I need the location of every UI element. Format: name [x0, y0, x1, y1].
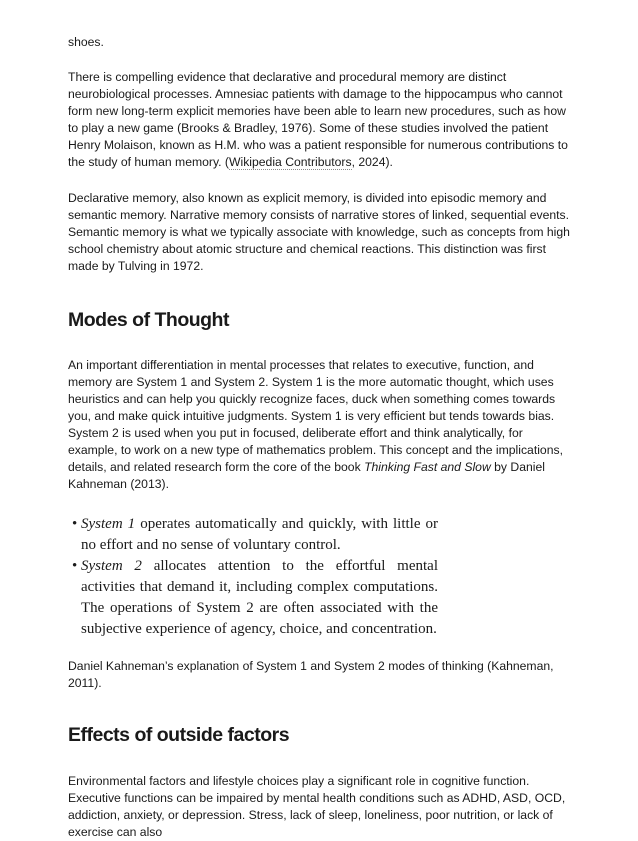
quote-text: operates automatically and quickly, with little or no effort and no sense of voluntary control. — [81, 516, 438, 553]
bullet-icon: • — [72, 516, 78, 532]
evidence-text-end: , 2024). — [351, 155, 393, 169]
quote-term: System 2 — [81, 558, 142, 574]
section-heading-effects: Effects of outside factors — [68, 724, 290, 746]
quote-item-system2 — [72, 556, 438, 640]
paragraph-fragment: shoes. — [68, 35, 104, 49]
paragraph-effects: Environmental factors and lifestyle choices play a significant role in cognitive function. Executive functions can be impaired by mental health conditions such as ADHD, ASD, OCD, addiction, anxiety, or depression. Stress, lack of sleep, loneliness, poor nutrition, or lack of exercise can also — [68, 774, 566, 839]
kahneman-quote-image — [72, 514, 438, 640]
book-title: Thinking Fast and Slow — [364, 460, 491, 474]
quote-text: allocates attention to the effortful mental activities that demand it, including complex computations. The operations of System 2 are often associated with the subjective experience of agency, choice, and concentration. — [81, 558, 438, 637]
article-body — [68, 34, 573, 841]
paragraph-declarative: Declarative memory, also known as explicit memory, is divided into episodic memory and semantic memory. Narrative memory consists of narrative stores of linked, sequential events. Semantic memory is what we typically associate with knowledge, such as concepts from high school chemistry about atomic structure and chemical reactions. This distinction was first made by Tulving in 1972. — [68, 191, 570, 273]
wikipedia-citation-link[interactable]: Wikipedia Contributors — [228, 155, 352, 169]
evidence-text: There is compelling evidence that declarative and procedural memory are distinct neurobiological processes. Amnesiac patients with damage to the hippocampus who cannot form new long-term explicit memories have been able to learn new procedures, such as how to play a new game (Brooks & Bradley, 1976). Some of these studies involved the patient Henry Molaison, known as H.M. who was a patient responsible for numerous contributions to the study of human memory. ( — [68, 70, 568, 169]
modes-text: An important differentiation in mental processes that relates to executive, function, and memory are System 1 and System 2. System 1 is the more automatic thought, which uses heuristics and can help you quickly recognize faces, duck when something comes towards you, and make quick intuitive judgments. System 1 is very efficient but tends towards bias. System 2 is used when you put in focused, deliberate effort and think analytically, for example, to work on a new type of mathematics problem. This concept and the implications, details, and related research form the core of the book — [68, 358, 563, 474]
paragraph-modes — [68, 357, 573, 493]
bullet-icon: • — [72, 558, 78, 574]
quote-item-system1 — [72, 514, 438, 556]
quote-term: System 1 — [81, 516, 136, 532]
section-heading-modes: Modes of Thought — [68, 309, 229, 331]
quote-caption: Daniel Kahneman’s explanation of System 1 and System 2 modes of thinking (Kahneman, 2011). — [68, 659, 554, 690]
modes-text-end: by Daniel Kahneman (2013). — [68, 460, 545, 491]
paragraph-evidence — [68, 69, 573, 171]
